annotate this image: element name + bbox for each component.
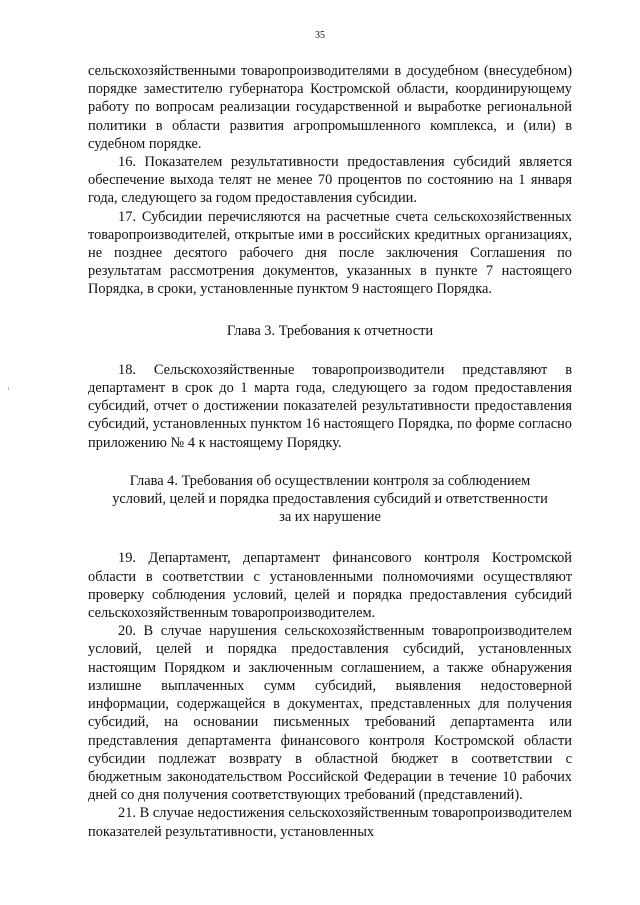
paragraph-15-continuation: сельскохозяйственными товаропроизводителями в досудебном (внесудебном) порядке заместителю губернатора Костромской области, координирующему работу по вопросам реализации государственной и выработке региональной политики в области развития агропромышленного комплекса, и (или) в судебном порядке. [88, 63, 572, 152]
chapter-4-heading-line: условий, целей и порядка предоставления субсидий и ответственности [112, 491, 548, 508]
paragraph-19: 19. Департамент, департамент финансового контроля Костромской области в соответствии с установленными полномочиями осуществляют проверку соблюдения условий, целей и порядка предоставления субсидий сельскохозяйственным товаропроизводителем. [88, 550, 572, 622]
page-number: 35 [315, 30, 325, 41]
chapter-4-heading [88, 472, 572, 527]
paragraph-17: 17. Субсидии перечисляются на расчетные счета сельскохозяйственных товаропроизводителей, открытые ими в российских кредитных организациях, не позднее десятого рабочего дня после заключения Соглашения по результатам рассмотрения документов, указанных в пункте 7 настоящего Порядка, в сроки, установленные пунктом 9 настоящего Порядка. [88, 208, 572, 298]
paragraph-20: 20. В случае нарушения сельскохозяйственным товаропроизводителем условий, целей и порядка предоставления субсидий, установленных настоящим Порядком и заключенным соглашением, а также обнаружения излишне выплаченных сумм субсидий, выявления недостоверной информации, содержащейся в документах, представленных для получения субсидий, на основании письменных требований департамента или представления департамента финансового контроля Костромской области субсидии подлежат возврату в областной бюджет в соответствии с бюджетным законодательством Российской Федерации в течение 10 рабочих дней со дня получения соответствующих требований (представлений). [88, 623, 572, 804]
document-body [88, 62, 572, 841]
chapter-3-heading: Глава 3. Требования к отчетности [226, 322, 434, 339]
paragraph-16: 16. Показателем результативности предоставления субсидий является обеспечение выхода телят не менее 70 процентов по состоянию на 1 января года, следующего за годом предоставления субсидии. [88, 154, 572, 207]
margin-mark [8, 387, 9, 390]
paragraph-21: 21. В случае недостижения сельскохозяйственным товаропроизводителем показателей результативности, установленных [88, 805, 572, 840]
chapter-4-heading-line: за их нарушение [279, 509, 381, 526]
paragraph-18: 18. Сельскохозяйственные товаропроизводители представляют в департамент в срок до 1 марта года, следующего за годом предоставления субсидий, отчет о достижении показателей результативности предоставления субсидий, установленных пунктом 16 настоящего Порядка, по форме согласно приложению № 4 к настоящему Порядку. [88, 361, 572, 451]
chapter-4-heading-line: Глава 4. Требования об осуществлении контроля за соблюдением [129, 472, 531, 489]
